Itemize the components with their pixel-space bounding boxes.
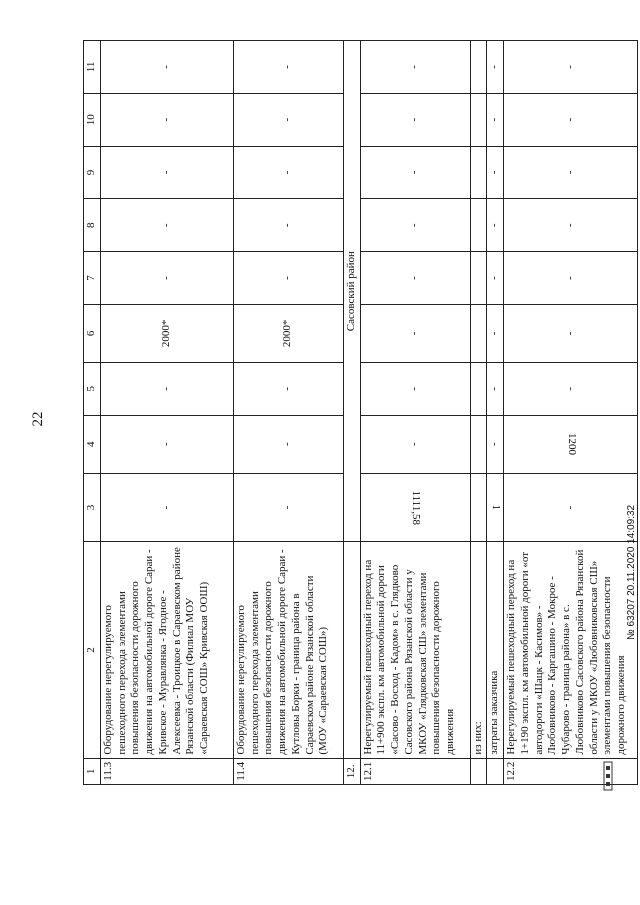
row-number: 12.2 (504, 758, 638, 784)
row-description: Оборудование нерегулируемого пешеходного перехода элементами повышения безопасности дорожного движения на автомобильной дороге Сараи - Кривское - Муравлянка - Ягодное - Алексеевка - Троицкое в Сараевском районе Рязанской области (Филиал МОУ «Сараевская СОШ» Кривская ООШ) (100, 542, 233, 758)
cell-value: 2000* (233, 304, 343, 362)
cell-value: - (100, 93, 233, 146)
cell-value-inverted: 1111,58 (409, 490, 422, 525)
cell-value: - (487, 252, 504, 305)
cell-value (470, 146, 487, 199)
column-header: 6 (84, 304, 101, 362)
cell-value: - (233, 473, 343, 542)
cell-value: - (233, 199, 343, 252)
column-header: 5 (84, 362, 101, 415)
cell-value: - (100, 252, 233, 305)
cell-value: - (504, 146, 638, 199)
cell-value (470, 473, 487, 542)
row-number (487, 758, 504, 784)
column-header: 11 (84, 41, 101, 94)
cell-value (470, 415, 487, 473)
cell-value (470, 252, 487, 305)
cell-value: - (233, 252, 343, 305)
table-row (360, 41, 470, 785)
column-header: 8 (84, 199, 101, 252)
cell-value: - (360, 362, 470, 415)
cell-value: - (233, 146, 343, 199)
cell-value: - (233, 41, 343, 94)
document-stamp-logo (600, 760, 616, 792)
cell-value: - (100, 415, 233, 473)
cell-value: - (233, 415, 343, 473)
sub-row (487, 41, 504, 785)
cell-value: - (504, 304, 638, 362)
column-header: 3 (84, 473, 101, 542)
cell-value (360, 473, 470, 542)
cell-value: - (233, 362, 343, 415)
cell-value (487, 473, 504, 542)
cell-value: - (487, 93, 504, 146)
cell-value: - (360, 146, 470, 199)
cell-value (470, 41, 487, 94)
rotated-table-wrapper (83, 40, 638, 785)
cell-value: - (100, 146, 233, 199)
cell-value: - (360, 252, 470, 305)
table-row (504, 41, 638, 785)
cell-value: - (100, 199, 233, 252)
column-header: 4 (84, 415, 101, 473)
column-number-header (84, 41, 101, 785)
section-spacer (343, 542, 360, 758)
row-number: 11.3 (100, 758, 233, 784)
row-description: затраты заказчика (487, 542, 504, 758)
sub-row (470, 41, 487, 785)
cell-value-inverted: 1 (490, 504, 502, 511)
column-header: 9 (84, 146, 101, 199)
document-registration-stamp: № 63207 20.11.2020 14:09:32 (626, 504, 637, 640)
row-description: из них: (470, 542, 487, 758)
cell-value: 2000* (100, 304, 233, 362)
cell-value: - (487, 146, 504, 199)
cell-value: - (360, 41, 470, 94)
row-description: Нерегулируемый пешеходный переход на 1+190 экспл. км автомобильной дороги «от автодороги «Шацк - Касимов» - Любовниково - Каргашино - Мокрое - Чубарово - граница района» в с. Любовниково Сасовского района Рязанской области у МКОУ «Любовниковская СШ» элементами повышения безопасности дорожного движения (504, 542, 638, 758)
column-header: 1 (84, 758, 101, 784)
row-description: Оборудование нерегулируемого пешеходного перехода элементами повышения безопасности дорожного движения на автомобильной дороге Сараи - Кутловы Борки - граница района в Сараевском районе Рязанской области (МОУ «Сараевская СОШ») (233, 542, 343, 758)
cell-value: - (360, 415, 470, 473)
cell-value: - (487, 415, 504, 473)
cell-value: - (504, 252, 638, 305)
section-title: Сасовский район (343, 41, 360, 542)
page-number: 22 (29, 411, 46, 427)
row-number (470, 758, 487, 784)
cell-value (470, 362, 487, 415)
column-header: 10 (84, 93, 101, 146)
cell-value: - (360, 199, 470, 252)
cell-value: - (504, 362, 638, 415)
cell-value: - (487, 304, 504, 362)
cell-value: - (100, 41, 233, 94)
cell-value: - (487, 41, 504, 94)
cell-value (470, 304, 487, 362)
cell-value: - (487, 362, 504, 415)
cell-value (470, 199, 487, 252)
table-row (100, 41, 233, 785)
cell-value: - (487, 199, 504, 252)
cell-value: - (504, 93, 638, 146)
cell-value (470, 93, 487, 146)
cell-value: - (360, 304, 470, 362)
row-number: 11.4 (233, 758, 343, 784)
column-header: 2 (84, 542, 101, 758)
cell-value: - (360, 93, 470, 146)
section-number: 12. (343, 758, 360, 784)
cell-value: - (504, 473, 638, 542)
table-row (233, 41, 343, 785)
row-description: Нерегулируемый пешеходный переход на 11+900 экспл. км автомобильной дороги «Сасово - Восход - Кадом» в с. Глядково Сасовского района Рязанской области у МКОУ «Глядковская СШ» элементами повышения безопасности дорожного движения (360, 542, 470, 758)
cell-value-inverted: 1200 (565, 433, 578, 456)
cell-value: - (504, 199, 638, 252)
cell-value: - (233, 93, 343, 146)
cell-value (504, 415, 638, 473)
section-row (343, 41, 360, 785)
cell-value: - (100, 362, 233, 415)
cell-value: - (504, 41, 638, 94)
funding-table (83, 40, 638, 785)
column-header: 7 (84, 252, 101, 305)
cell-value: - (100, 473, 233, 542)
row-number: 12.1 (360, 758, 470, 784)
